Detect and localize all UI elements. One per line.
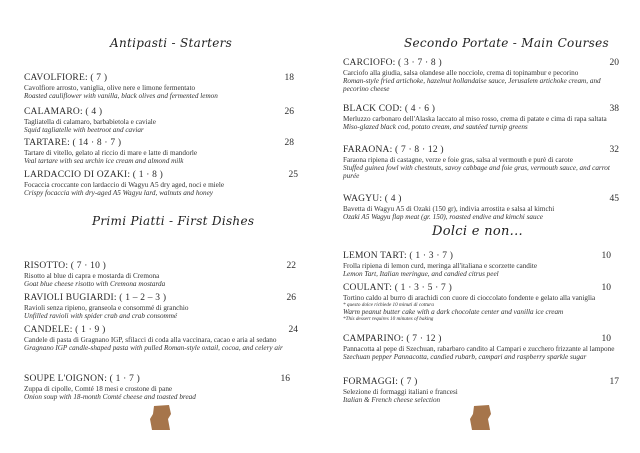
dish-price: 28 [284, 138, 294, 148]
dish-name: WAGYU: ( 4 ) [343, 194, 402, 204]
dish-description-it: Zuppa di cipolle, Comté 18 mesi e crostone di pane [24, 385, 173, 393]
dish-price: 24 [288, 325, 298, 335]
dish-description-en: Warm peanut butter cake with a dark chocolate center and vanilla ice cream [343, 308, 564, 316]
dish-price: 26 [284, 107, 294, 117]
dish-description-it: Frolla ripiena di lemon curd, meringa all'italiana e scorzette candite [343, 262, 538, 270]
dish-price: 16 [280, 374, 290, 384]
dish-price: 32 [609, 145, 619, 155]
dish-name: CAVOLFIORE: ( 7 ) [24, 73, 108, 83]
dish-price: 25 [288, 170, 298, 180]
dish-price: 38 [609, 104, 619, 114]
menu-item-formaggi [343, 377, 619, 404]
menu-item-coulant [343, 283, 615, 322]
menu-item-candele [24, 325, 298, 352]
dish-price: 20 [609, 58, 619, 68]
dish-price: 10 [601, 251, 611, 261]
dish-description-it: Merluzzo carbonaro dell'Alaska laccato al miso rosso, crema di patate e cima di rapa saltata [343, 115, 607, 123]
secondi-title: Secondo Portate - Main Courses [404, 36, 609, 50]
dish-name: RISOTTO: ( 7 · 10 ) [24, 261, 106, 271]
dish-description-it: Risotto al blue di capra e mostarda di Cremona [24, 272, 160, 280]
dish-description-en: Miso-glazed black cod, potato cream, and sautéed turnip greens [343, 123, 528, 131]
dish-description-it: Candele di pasta di Gragnano IGP, sfilacci di coda alla vaccinara, cacao e aria al sedano [24, 336, 277, 344]
dish-name: SOUPE L'OIGNON: ( 1 · 7 ) [24, 374, 140, 384]
dish-description-en: Unfilled ravioli with spider crab and crab consommé [24, 312, 178, 320]
dish-price: 22 [286, 261, 296, 271]
dish-name: LARDACCIO DI OZAKI: ( 1 · 8 ) [24, 170, 164, 180]
dish-description-en: Szechuan pepper Pannacotta, candied rubarb, campari and raspberry sparkle sugar [343, 353, 587, 361]
dish-name: CARCIOFO: ( 3 · 7 · 8 ) [343, 58, 442, 68]
dish-description-en: Gragnano IGP candle-shaped pasta with pulled Roman-style oxtail, cocoa, and celery air [24, 344, 283, 352]
brown-seal-logo [150, 405, 172, 431]
menu-item-lardaccio [24, 170, 298, 197]
dish-description-en: Goat blue cheese risotto with Cremona mostarda [24, 280, 166, 288]
dish-name: BLACK COD: ( 4 · 6 ) [343, 104, 436, 114]
primi-title: Primi Piatti - First Dishes [92, 214, 255, 228]
dish-description-en: Crispy focaccia with dry-aged A5 Wagyu lard, walnuts and honey [24, 189, 213, 197]
menu-item-calamaro [24, 107, 294, 134]
menu-item-camparino [343, 334, 615, 361]
dish-description-en: Roasted cauliflower with vanilla, black olives and fermented lemon [24, 92, 218, 100]
dish-description-it: Focaccia croccante con lardaccio di Wagyu A5 dry aged, noci e miele [24, 181, 225, 189]
dish-description-en: Stuffed guinea fowl with chestnuts, savoy cabbage and foie gras, vermouth sauce, and carrot purée [343, 164, 610, 180]
menu-item-carciofo [343, 58, 619, 93]
dolci-title: Dolci e non... [432, 224, 523, 239]
menu-item-lemon-tart [343, 251, 615, 278]
dish-name: CANDELE: ( 1 · 9 ) [24, 325, 106, 335]
dish-description-it: Cavolfiore arrosto, vaniglia, olive nere e limone fermentato [24, 84, 196, 92]
dish-description-en: Italian & French cheese selection [343, 396, 441, 404]
menu-item-risotto [24, 261, 296, 288]
antipasti-title: Antipasti - Starters [110, 36, 233, 50]
dish-price: 17 [609, 377, 619, 387]
dish-description-it: Carciofo alla giudia, salsa olandese alle nocciole, crema di topinambur e pecorino [343, 69, 579, 77]
dish-description-en: Lemon Tart, Italian meringue, and candied citrus peel [343, 270, 499, 278]
dish-description-it: Faraona ripiena di castagne, verze e foie gras, salsa al vermouth e purè di carote [343, 156, 573, 164]
dish-name: FORMAGGI: ( 7 ) [343, 377, 418, 387]
dish-price: 45 [609, 194, 619, 204]
dish-name: FARAONA: ( 7 · 8 · 12 ) [343, 145, 444, 155]
dish-description-it: Tortino caldo al burro di arachidi con cuore di cioccolato fondente e gelato alla vaniglia [343, 294, 596, 302]
dish-price: 10 [601, 334, 611, 344]
menu-item-ravioli [24, 293, 296, 320]
dish-name: RAVIOLI BUGIARDI: ( 1 – 2 – 3 ) [24, 293, 167, 303]
dish-note-en: *This dessert requires 10 minutes of baking [343, 316, 434, 322]
menu-item-faraona [343, 145, 619, 180]
dish-description-en: Veal tartare with sea urchin ice cream and almond milk [24, 157, 184, 165]
dish-name: CAMPARINO: ( 7 · 12 ) [343, 334, 442, 344]
dish-description-en: Ozaki A5 Wagyu flap meat (gr. 150), roasted endive and kimchi sauce [343, 213, 543, 221]
dish-name: COULANT: ( 1 · 3 · 5 · 7 ) [343, 283, 452, 293]
dish-description-it: Tagliatella di calamaro, barbabietola e caviale [24, 118, 156, 126]
menu-item-cavolfiore [24, 73, 294, 100]
right-menu-page [320, 0, 640, 453]
dish-description-en: Roman-style fried artichoke, hazelnut hollandaise sauce, Jerusalem artichoke cream, and pecorino cheese [343, 77, 601, 93]
dish-name: TARTARE: ( 14 · 8 · 7 ) [24, 138, 122, 148]
dish-description-it: Selezione di formaggi italiani e francesi [343, 388, 458, 396]
menu-item-wagyu [343, 194, 619, 221]
dish-description-it: Pannacotta al pepe di Szechuan, rabarbaro candito al Campari e zucchero frizzante al lampone [343, 345, 615, 353]
dish-note-it: * questo dolce richiede 10 minuti di cottura [343, 302, 434, 308]
dish-price: 10 [601, 283, 611, 293]
dish-name: CALAMARO: ( 4 ) [24, 107, 103, 117]
dish-price: 18 [284, 73, 294, 83]
dish-description-it: Bavetta di Wagyu A5 di Ozaki (150 gr), indivia arrostita e salsa al kimchi [343, 205, 555, 213]
menu-item-tartare [24, 138, 294, 165]
brown-seal-logo [470, 405, 492, 431]
dish-name: LEMON TART: ( 1 · 3 · 7 ) [343, 251, 454, 261]
menu-item-black-cod [343, 104, 619, 131]
dish-description-it: Ravioli senza ripieno, granseola e consommé di granchio [24, 304, 189, 312]
dish-price: 26 [286, 293, 296, 303]
dish-description-en: Onion soup with 18-month Comté cheese and toasted bread [24, 393, 196, 401]
menu-item-soupe [24, 374, 290, 401]
dish-description-en: Squid tagliatelle with beetroot and caviar [24, 126, 144, 134]
dish-description-it: Tartare di vitello, gelato al riccio di mare e latte di mandorle [24, 149, 198, 157]
